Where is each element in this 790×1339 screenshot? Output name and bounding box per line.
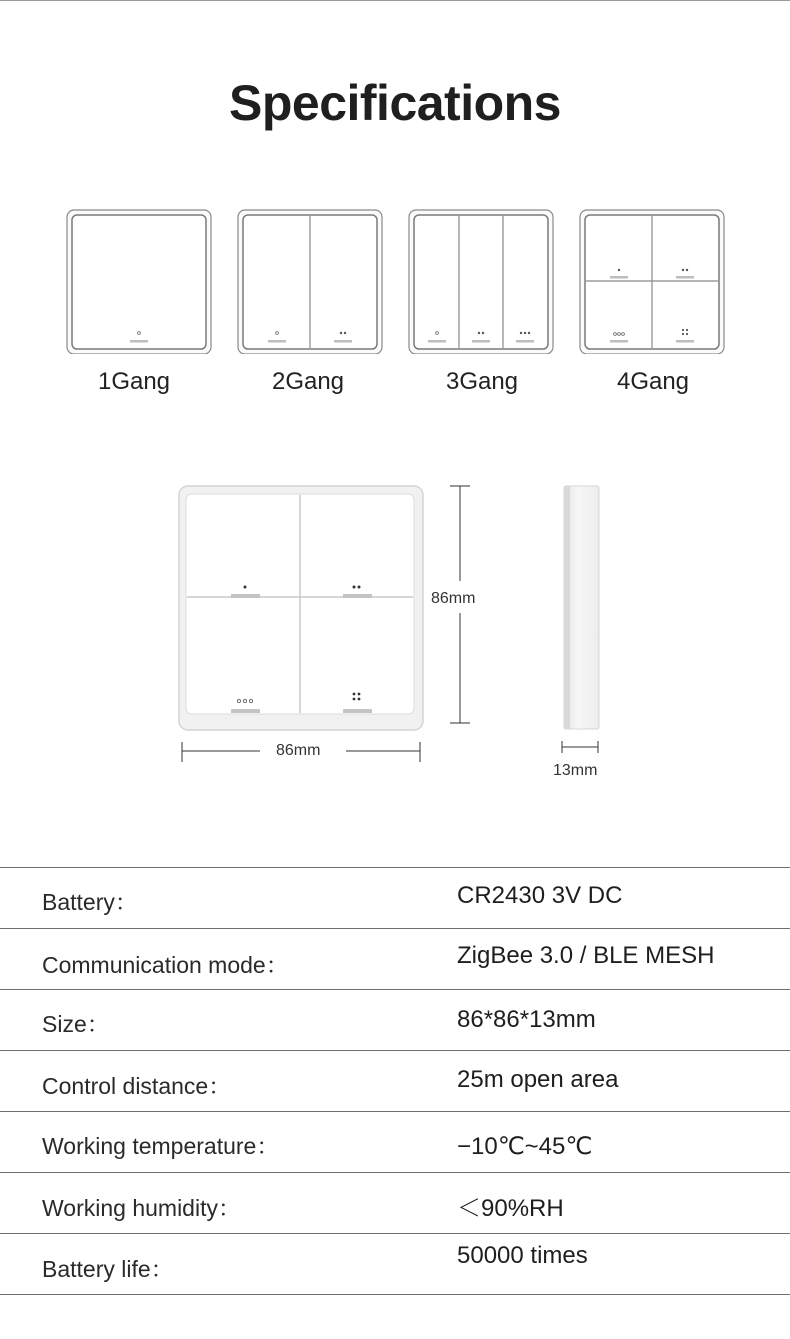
- spec-row-size: [0, 989, 790, 1050]
- spec-row-battery-life: [0, 1233, 790, 1295]
- spec-value: CR2430 3V DC: [457, 882, 623, 909]
- spec-row-communication: [0, 928, 790, 989]
- switch-4gang-image: [579, 208, 725, 354]
- spec-value: ＜90%RH: [457, 1195, 564, 1222]
- top-divider: [0, 0, 790, 1]
- spec-label: Control distance：: [42, 1073, 232, 1099]
- height-dimension-label: 86mm: [431, 590, 476, 607]
- spec-row-humidity: [0, 1172, 790, 1233]
- switch-3gang-image: [408, 208, 554, 354]
- spec-label: Battery life：: [42, 1256, 174, 1282]
- switch-side-view: [562, 485, 602, 731]
- spec-table: [0, 867, 790, 1295]
- gang-label-1: 1Gang: [97, 368, 171, 395]
- spec-label: Working temperature：: [42, 1133, 280, 1159]
- switch-front-view: [178, 485, 424, 731]
- spec-value: ZigBee 3.0 / BLE MESH: [457, 942, 715, 969]
- spec-row-temperature: [0, 1111, 790, 1172]
- spec-value: −10℃~45℃: [457, 1133, 593, 1160]
- spec-row-battery: [0, 867, 790, 928]
- width-dimension-label: 86mm: [276, 742, 321, 759]
- spec-label: Communication mode：: [42, 952, 289, 978]
- gang-label-2: 2Gang: [271, 368, 345, 395]
- depth-dimension-line: [560, 739, 600, 755]
- switch-1gang-image: [66, 208, 212, 354]
- page-title: Specifications: [229, 75, 561, 131]
- depth-dimension-label: 13mm: [553, 762, 598, 779]
- spec-label: Size：: [42, 1011, 110, 1037]
- gang-label-3: 3Gang: [445, 368, 519, 395]
- gang-label-4: 4Gang: [616, 368, 690, 395]
- spec-label: Battery：: [42, 889, 138, 915]
- spec-value: 86*86*13mm: [457, 1006, 596, 1033]
- spec-value: 25m open area: [457, 1066, 619, 1093]
- switch-2gang-image: [237, 208, 383, 354]
- spec-value: 50000 times: [457, 1242, 588, 1269]
- spec-label: Working humidity：: [42, 1195, 241, 1221]
- spec-row-control-distance: [0, 1050, 790, 1111]
